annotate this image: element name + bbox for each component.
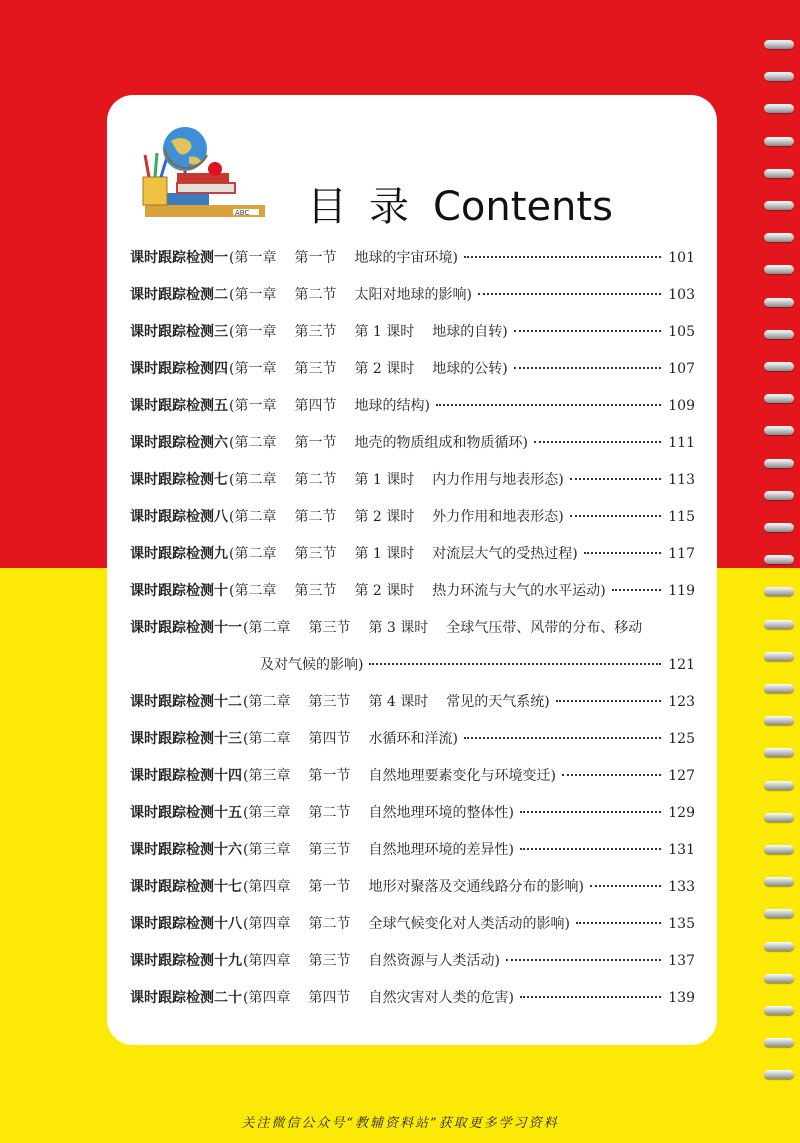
entry-topic: 全球气压带、风带的分布、移动 — [446, 620, 643, 636]
entry-chapter: (第一章 — [229, 361, 277, 377]
spiral-coil — [764, 587, 794, 596]
toc-entry[interactable] — [130, 876, 695, 913]
entry-lesson: 第 4 课时 — [368, 694, 429, 710]
dot-leader — [520, 848, 661, 850]
title-chinese: 目录 — [307, 184, 431, 230]
entry-topic: 对流层大气的受热过程) — [432, 546, 578, 562]
entry-page-number: 123 — [668, 694, 695, 710]
spiral-coil — [764, 942, 794, 951]
entry-lesson: 第 2 课时 — [354, 583, 415, 599]
entry-title: 课时跟踪检测十六 — [130, 842, 242, 858]
entry-topic: 地形对聚落及交通线路分布的影响) — [368, 879, 584, 895]
entry-title: 课时跟踪检测九 — [130, 546, 228, 562]
entry-section: 第四节 — [308, 990, 351, 1006]
spiral-binding — [760, 40, 800, 1100]
entry-chapter: (第四章 — [243, 990, 291, 1006]
entry-section: 第三节 — [294, 361, 337, 377]
entry-section: 第四节 — [308, 731, 351, 747]
entry-topic: 常见的天气系统) — [446, 694, 550, 710]
toc-entry[interactable] — [130, 247, 695, 284]
spiral-coil — [764, 137, 794, 146]
spiral-coil — [764, 104, 794, 113]
entry-topic: 自然地理要素变化与环境变迁) — [368, 768, 556, 784]
dot-leader — [464, 737, 661, 739]
spiral-coil — [764, 555, 794, 564]
entry-title: 课时跟踪检测四 — [130, 361, 228, 377]
toc-entry[interactable] — [130, 728, 695, 765]
entry-chapter: (第三章 — [243, 842, 291, 858]
entry-section: 第三节 — [308, 694, 351, 710]
entry-lesson: 第 2 课时 — [354, 361, 415, 377]
entry-chapter: (第四章 — [243, 916, 291, 932]
dot-leader — [590, 885, 661, 887]
dot-leader — [506, 959, 661, 961]
entry-topic: 自然地理环境的整体性) — [368, 805, 514, 821]
spiral-coil — [764, 620, 794, 629]
entry-section: 第三节 — [308, 842, 351, 858]
entry-chapter: (第一章 — [229, 324, 277, 340]
entry-title: 课时跟踪检测八 — [130, 509, 228, 525]
spiral-coil — [764, 233, 794, 242]
title-english: Contents — [433, 184, 613, 230]
spiral-coil — [764, 845, 794, 854]
toc-entry-continuation[interactable] — [130, 654, 695, 691]
entry-page-number: 121 — [668, 657, 695, 673]
spiral-coil — [764, 684, 794, 693]
page-title — [307, 175, 613, 232]
entry-section: 第三节 — [294, 583, 337, 599]
entry-title: 课时跟踪检测十三 — [130, 731, 242, 747]
entry-section: 第三节 — [294, 546, 337, 562]
spiral-coil — [764, 1006, 794, 1015]
spiral-coil — [764, 974, 794, 983]
spiral-coil — [764, 330, 794, 339]
dot-leader — [514, 367, 661, 369]
entry-chapter: (第三章 — [243, 768, 291, 784]
toc-entry[interactable] — [130, 432, 695, 469]
entry-title: 课时跟踪检测十二 — [130, 694, 242, 710]
entry-title: 课时跟踪检测六 — [130, 435, 228, 451]
entry-chapter: (第三章 — [243, 805, 291, 821]
entry-topic: 地球的结构) — [354, 398, 430, 414]
entry-page-number: 129 — [668, 805, 695, 821]
entry-chapter: (第二章 — [229, 472, 277, 488]
entry-page-number: 109 — [668, 398, 695, 414]
toc-entry[interactable] — [130, 469, 695, 506]
toc-entry[interactable] — [130, 321, 695, 358]
spiral-coil — [764, 459, 794, 468]
spiral-coil — [764, 201, 794, 210]
entry-section: 第一节 — [294, 250, 337, 266]
entry-section: 第一节 — [308, 879, 351, 895]
spiral-coil — [764, 877, 794, 886]
dot-leader — [570, 515, 661, 517]
entry-section: 第二节 — [308, 916, 351, 932]
dot-leader — [478, 293, 661, 295]
entry-title: 课时跟踪检测二 — [130, 287, 228, 303]
spiral-coil — [764, 265, 794, 274]
entry-topic: 水循环和洋流) — [368, 731, 458, 747]
entry-page-number: 117 — [668, 546, 695, 562]
toc-entry[interactable] — [130, 543, 695, 580]
entry-chapter: (第二章 — [229, 583, 277, 599]
dot-leader — [520, 996, 661, 998]
dot-leader — [464, 256, 661, 258]
dot-leader — [584, 552, 661, 554]
entry-section: 第一节 — [308, 768, 351, 784]
toc-entry[interactable] — [130, 284, 695, 321]
dot-leader — [514, 330, 661, 332]
toc-entry[interactable] — [130, 358, 695, 395]
entry-title: 课时跟踪检测十八 — [130, 916, 242, 932]
entry-page-number: 101 — [668, 250, 695, 266]
entry-topic: 自然地理环境的差异性) — [368, 842, 514, 858]
entry-lesson: 第 1 课时 — [354, 324, 415, 340]
dot-leader — [570, 478, 661, 480]
toc-entry[interactable] — [130, 395, 695, 432]
entry-page-number: 103 — [668, 287, 695, 303]
spiral-coil — [764, 169, 794, 178]
dot-leader — [520, 811, 661, 813]
entry-topic: 地球的自转) — [432, 324, 508, 340]
entry-title: 课时跟踪检测三 — [130, 324, 228, 340]
entry-title: 课时跟踪检测二十 — [130, 990, 242, 1006]
spiral-coil — [764, 748, 794, 757]
book-text: ABC — [235, 209, 250, 217]
toc-entry[interactable] — [130, 765, 695, 802]
toc-entry[interactable] — [130, 506, 695, 543]
toc-entry[interactable] — [130, 802, 695, 839]
entry-lesson: 第 3 课时 — [368, 620, 429, 636]
entry-title: 课时跟踪检测十七 — [130, 879, 242, 895]
contents-card — [107, 95, 717, 1045]
dot-leader — [612, 589, 661, 591]
entry-title: 课时跟踪检测十五 — [130, 805, 242, 821]
spiral-coil — [764, 716, 794, 725]
entry-chapter: (第二章 — [229, 546, 277, 562]
toc-entry[interactable] — [130, 617, 695, 654]
entry-lesson: 第 1 课时 — [354, 546, 415, 562]
entry-page-number: 119 — [668, 583, 695, 599]
entry-title: 课时跟踪检测十九 — [130, 953, 242, 969]
entry-page-number: 127 — [668, 768, 695, 784]
entry-section: 第四节 — [294, 398, 337, 414]
entry-title: 课时跟踪检测七 — [130, 472, 228, 488]
entry-topic: 热力环流与大气的水平运动) — [432, 583, 606, 599]
entry-topic: 内力作用与地表形态) — [432, 472, 564, 488]
entry-chapter: (第一章 — [229, 250, 277, 266]
entry-page-number: 113 — [668, 472, 695, 488]
globe-books-logo — [137, 127, 267, 227]
entry-section: 第二节 — [294, 287, 337, 303]
entry-chapter: (第一章 — [229, 287, 277, 303]
toc-entry[interactable] — [130, 913, 695, 950]
entry-chapter: (第四章 — [243, 953, 291, 969]
entry-chapter: (第二章 — [229, 509, 277, 525]
entry-page-number: 133 — [668, 879, 695, 895]
entry-topic: 地壳的物质组成和物质循环) — [354, 435, 528, 451]
spiral-coil — [764, 40, 794, 49]
entry-page-number: 105 — [668, 324, 695, 340]
entry-topic: 全球气候变化对人类活动的影响) — [368, 916, 570, 932]
entry-section: 第二节 — [294, 472, 337, 488]
entry-topic: 外力作用和地表形态) — [432, 509, 564, 525]
dot-leader — [556, 700, 661, 702]
entry-page-number: 111 — [668, 435, 695, 451]
entry-page-number: 137 — [668, 953, 695, 969]
dot-leader — [369, 663, 661, 665]
toc-entry[interactable] — [130, 987, 695, 1024]
entry-lesson: 第 2 课时 — [354, 509, 415, 525]
entry-topic: 地球的公转) — [432, 361, 508, 377]
entry-section: 第三节 — [308, 620, 351, 636]
entry-section: 第一节 — [294, 435, 337, 451]
entry-page-number: 139 — [668, 990, 695, 1006]
spiral-coil — [764, 362, 794, 371]
entry-chapter: (第二章 — [229, 435, 277, 451]
spiral-coil — [764, 813, 794, 822]
dot-leader — [436, 404, 661, 406]
dot-leader — [534, 441, 661, 443]
entry-page-number: 125 — [668, 731, 695, 747]
spiral-coil — [764, 1070, 794, 1079]
entry-section: 第三节 — [294, 324, 337, 340]
entry-page-number: 115 — [668, 509, 695, 525]
table-of-contents — [130, 247, 695, 1024]
toc-entry[interactable] — [130, 950, 695, 987]
spiral-coil — [764, 909, 794, 918]
entry-page-number: 135 — [668, 916, 695, 932]
entry-topic: 自然资源与人类活动) — [368, 953, 500, 969]
entry-title: 课时跟踪检测五 — [130, 398, 228, 414]
entry-page-number: 131 — [668, 842, 695, 858]
spiral-coil — [764, 1038, 794, 1047]
entry-title: 课时跟踪检测一 — [130, 250, 228, 266]
toc-entry[interactable] — [130, 580, 695, 617]
entry-page-number: 107 — [668, 361, 695, 377]
entry-title: 课时跟踪检测十 — [130, 583, 228, 599]
dot-leader — [562, 774, 661, 776]
footer-note: 关注微信公众号“教辅资料站”获取更多学习资料 — [241, 1116, 559, 1131]
entry-chapter: (第一章 — [229, 398, 277, 414]
spiral-coil — [764, 781, 794, 790]
entry-topic-continued: 及对气候的影响) — [260, 657, 364, 673]
entry-topic: 自然灾害对人类的危害) — [368, 990, 514, 1006]
toc-entry[interactable] — [130, 839, 695, 876]
entry-chapter: (第四章 — [243, 879, 291, 895]
entry-topic: 太阳对地球的影响) — [354, 287, 472, 303]
entry-title: 课时跟踪检测十一 — [130, 620, 242, 636]
spiral-coil — [764, 652, 794, 661]
toc-entry[interactable] — [130, 691, 695, 728]
spiral-coil — [764, 72, 794, 81]
dot-leader — [576, 922, 661, 924]
spiral-coil — [764, 523, 794, 532]
entry-chapter: (第二章 — [243, 731, 291, 747]
entry-section: 第三节 — [308, 953, 351, 969]
spiral-coil — [764, 394, 794, 403]
spiral-coil — [764, 426, 794, 435]
spiral-coil — [764, 491, 794, 500]
entry-title: 课时跟踪检测十四 — [130, 768, 242, 784]
spiral-coil — [764, 298, 794, 307]
entry-section: 第二节 — [308, 805, 351, 821]
entry-chapter: (第二章 — [243, 694, 291, 710]
entry-lesson: 第 1 课时 — [354, 472, 415, 488]
entry-section: 第二节 — [294, 509, 337, 525]
entry-chapter: (第二章 — [243, 620, 291, 636]
entry-topic: 地球的宇宙环境) — [354, 250, 458, 266]
